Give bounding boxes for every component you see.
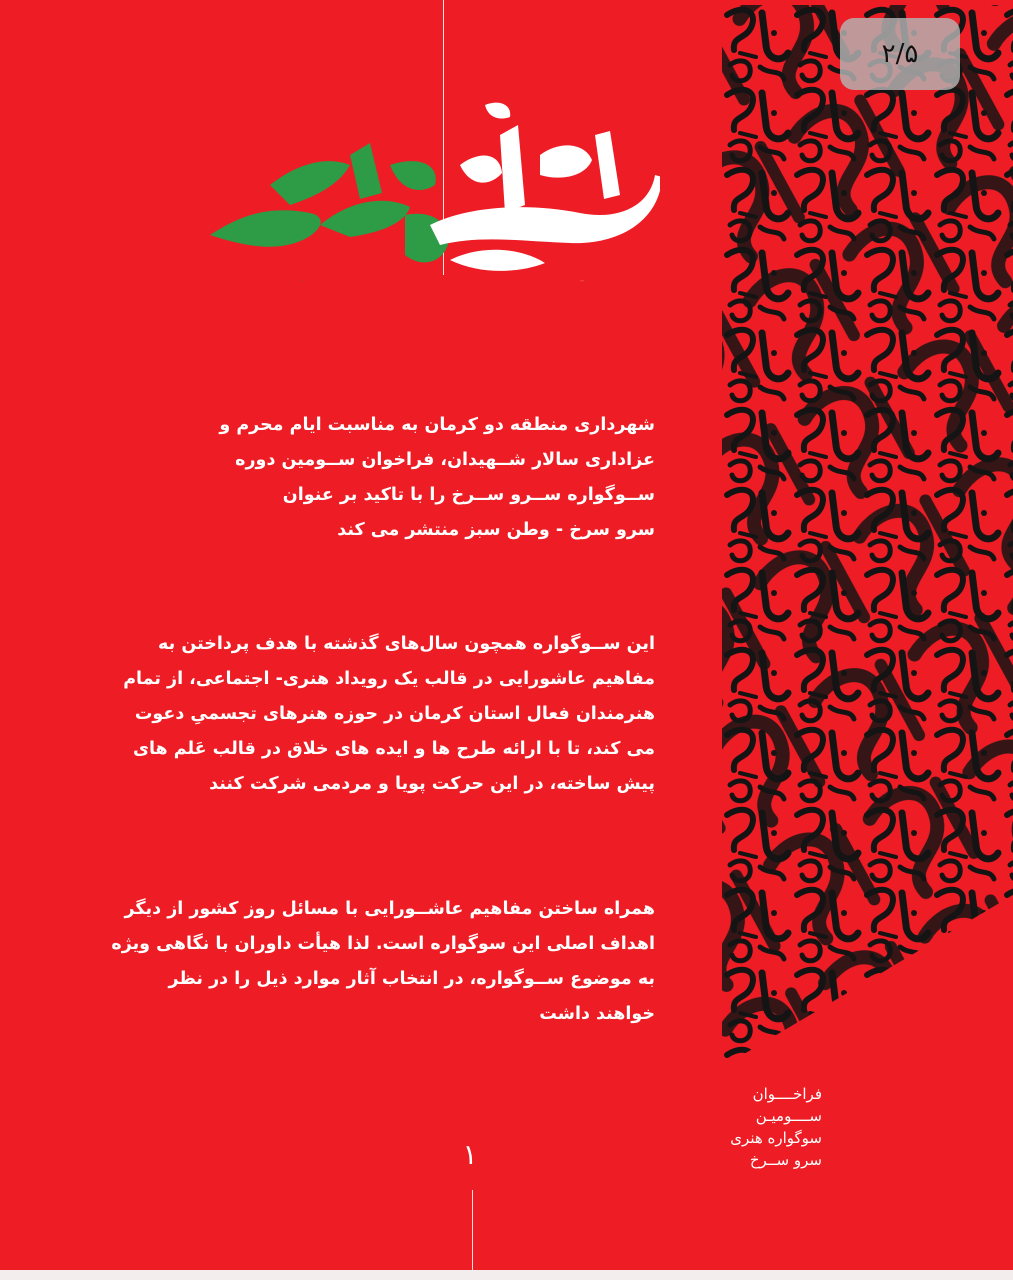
text-line: می کند، تا با ارائه طرح ها و ایده های خلاق در قالب عَلم های (132, 739, 655, 759)
panel-caption (722, 1083, 822, 1171)
text-line: خواهند داشت (539, 1004, 655, 1024)
event-logo (200, 95, 660, 285)
paragraph-purpose (95, 627, 655, 802)
bottom-strip (0, 1270, 1013, 1280)
paragraph-goals (95, 892, 655, 1032)
text-line: شهرداری منطقه دو کرمان به مناسبت ایام محرم و (219, 415, 655, 435)
caption-line: فراخــــوان (752, 1085, 822, 1103)
caption-line: سوگواره هنری (730, 1129, 822, 1147)
logo-white-calligraphy (430, 103, 660, 271)
text-line: این ســوگواره همچون سال‌های گذشته با هدف پرداختن به (158, 634, 655, 654)
caption-line: ســــومیـن (755, 1107, 822, 1125)
text-line: به موضوع ســوگواره، در انتخاب آثار موارد ذیل را در نظر (168, 969, 655, 989)
text-line: عزاداری سالار شــهیدان، فراخوان ســومین دوره (235, 450, 655, 470)
calligraphy-pattern-panel (722, 5, 1013, 1075)
slide-counter-badge[interactable]: ۲/۵ (840, 18, 960, 90)
logo-green-calligraphy (210, 143, 448, 262)
text-line: ســوگواره ســرو ســرخ را با تاکید بر عنوان (282, 485, 655, 505)
logo-title-green: وطن سبز (300, 281, 305, 282)
text-line: سرو سرخ - وطن سبز منتشر می کند (337, 520, 655, 540)
text-line: مفاهیم عاشورایی در قالب یک رویداد هنری- اجتماعی، از تمام (123, 669, 655, 689)
text-line: پیش ساخته، در این حرکت پویا و مردمی شرکت کنند (209, 774, 655, 794)
text-line: همراه ساختن مفاهیم عاشــورایی با مسائل روز کشور از دیگر (124, 899, 655, 919)
caption-line: سرو ســرخ (749, 1151, 822, 1169)
vertical-divider-bottom (472, 1190, 473, 1270)
paragraph-intro (95, 408, 655, 548)
page-number: ۱ (462, 1138, 478, 1171)
logo-title-red: سرو سرخ (580, 281, 585, 282)
text-line: اهداف اصلی این سوگواره است. لذا هیأت داوران با نگاهی ویژه (111, 934, 655, 954)
text-line: هنرمندان فعال استان کرمان در حوزه هنرهای تجسمیِ دعوت (134, 704, 655, 724)
